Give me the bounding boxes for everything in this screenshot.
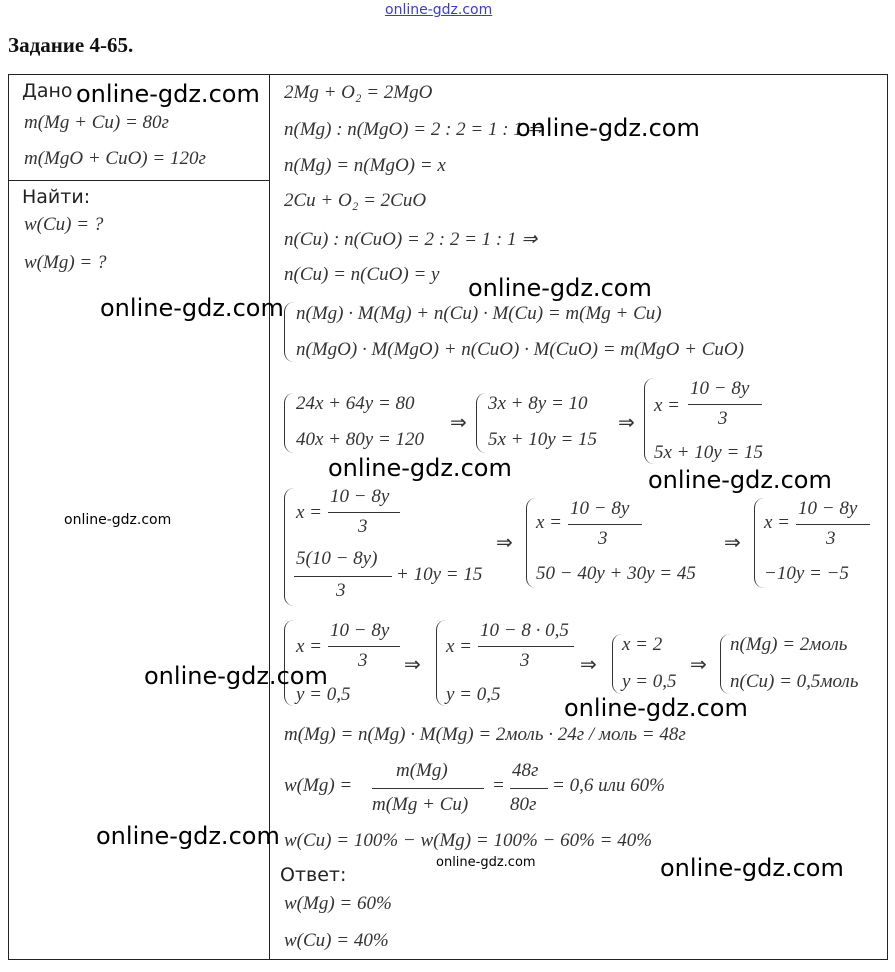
given-line-2: m(MgO + CuO) = 120г: [24, 148, 206, 169]
implies-arrow: ⇒: [580, 652, 597, 676]
system3a-denominator-2: 3: [336, 580, 346, 601]
answer-line-2: w(Cu) = 40%: [284, 930, 389, 951]
answer-line-1: w(Mg) = 60%: [284, 893, 392, 914]
system2c-x-eq: x =: [654, 395, 681, 416]
fraction-bar: [568, 524, 642, 525]
system2b-line-1: 3x + 8y = 10: [488, 393, 588, 414]
find-line-2: w(Mg) = ?: [24, 252, 107, 273]
n-mg-equals-x: n(Mg) = n(MgO) = x: [284, 155, 446, 176]
system3b-line-2: 50 − 40y + 30y = 45: [536, 563, 696, 584]
implies-arrow: ⇒: [404, 652, 421, 676]
system3c-line-2: −10y = −5: [764, 563, 849, 584]
system4d-line-2: n(Cu) = 0,5моль: [730, 671, 859, 692]
implies-arrow: ⇒: [450, 410, 467, 434]
equation-cu-oxidation: 2Cu + O₂ = 2CuO: [284, 190, 427, 211]
system3a-x-eq: x =: [296, 502, 323, 523]
system2a-line-2: 40x + 80y = 120: [296, 429, 425, 450]
system4c-line-2: y = 0,5: [622, 671, 677, 692]
watermark: online-gdz.com: [96, 822, 280, 850]
w-mg-result: = 0,6 или 60%: [552, 775, 665, 796]
system3b-x-eq: x =: [536, 512, 563, 533]
watermark: online-gdz.com: [564, 694, 748, 722]
system4b-denominator: 3: [520, 650, 530, 671]
system4b-numerator: 10 − 8 · 0,5: [480, 620, 569, 641]
system-brace: [284, 488, 295, 606]
system4d-line-1: n(Mg) = 2моль: [730, 634, 848, 655]
system1-line-2: n(MgO) · M(MgO) + n(CuO) · M(CuO) = m(MgO + CuO): [296, 339, 744, 360]
watermark: online-gdz.com: [468, 274, 652, 302]
watermark: online-gdz.com: [648, 466, 832, 494]
fraction-bar: [328, 512, 400, 513]
system4c-line-1: x = 2: [622, 634, 663, 655]
fraction-bar: [688, 404, 762, 405]
system2c-line-2: 5x + 10y = 15: [654, 442, 764, 463]
system4b-line-2: y = 0,5: [446, 684, 501, 705]
ratio-cu: n(Cu) : n(CuO) = 2 : 2 = 1 : 1 ⇒: [284, 229, 538, 250]
w-mg-denominator: m(Mg + Cu): [372, 794, 469, 815]
implies-arrow: ⇒: [618, 410, 635, 434]
system3a-numerator-2: 5(10 − 8y): [296, 548, 378, 569]
fraction-bar: [294, 576, 392, 577]
system3b-numerator: 10 − 8y: [570, 498, 630, 519]
fraction-bar: [328, 646, 400, 647]
find-label: Найти:: [22, 186, 91, 208]
mass-mg-calculation: m(Mg) = n(Mg) · M(Mg) = 2моль · 24г / моль = 48г: [284, 724, 686, 745]
w-mg-denominator-2: 80г: [510, 794, 537, 815]
site-watermark-link[interactable]: online-gdz.com: [385, 2, 493, 18]
implies-arrow: ⇒: [724, 530, 741, 554]
watermark: online-gdz.com: [516, 114, 700, 142]
task-title: Задание 4-65.: [8, 33, 134, 57]
system3c-denominator: 3: [826, 528, 836, 549]
system4b-x-eq: x =: [446, 636, 473, 657]
system-brace: [476, 393, 487, 453]
watermark: online-gdz.com: [660, 854, 844, 882]
equation-mg-oxidation: 2Mg + O₂ = 2MgO: [284, 82, 433, 103]
system4a-line-2: y = 0,5: [296, 684, 351, 705]
system4a-x-eq: x =: [296, 636, 323, 657]
w-mg-lhs: w(Mg) =: [284, 775, 353, 796]
system-brace: [284, 393, 295, 453]
w-mg-numerator: m(Mg): [396, 760, 448, 781]
find-line-1: w(Cu) = ?: [24, 214, 104, 235]
system2a-line-1: 24x + 64y = 80: [296, 393, 415, 414]
watermark: online-gdz.com: [144, 662, 328, 690]
system2b-line-2: 5x + 10y = 15: [488, 429, 598, 450]
system-brace: [284, 302, 295, 362]
fraction-bar: [510, 788, 548, 789]
w-cu-calculation: w(Cu) = 100% − w(Mg) = 100% − 60% = 40%: [284, 830, 653, 851]
ratio-mg: n(Mg) : n(MgO) = 2 : 2 = 1 : 1 ⇒: [284, 119, 544, 140]
system3a-denominator: 3: [358, 516, 368, 537]
w-mg-equals: =: [492, 775, 505, 796]
row-divider: [8, 180, 270, 181]
system2c-denominator: 3: [718, 408, 728, 429]
fraction-bar: [372, 788, 484, 789]
system3a-numerator: 10 − 8y: [330, 486, 390, 507]
system3c-x-eq: x =: [764, 512, 791, 533]
answer-label: Ответ:: [280, 864, 347, 886]
implies-arrow: ⇒: [496, 530, 513, 554]
watermark-small: online-gdz.com: [436, 855, 536, 870]
watermark: online-gdz.com: [328, 454, 512, 482]
given-label: Дано: [22, 80, 73, 102]
watermark-small: online-gdz.com: [64, 512, 172, 528]
system4a-numerator: 10 − 8y: [330, 620, 390, 641]
given-line-1: m(Mg + Cu) = 80г: [24, 112, 169, 133]
system3a-tail: + 10y = 15: [396, 564, 483, 585]
fraction-bar: [796, 524, 870, 525]
watermark: online-gdz.com: [76, 80, 260, 108]
n-cu-equals-y: n(Cu) = n(CuO) = y: [284, 264, 440, 285]
fraction-bar: [478, 646, 574, 647]
system3b-denominator: 3: [598, 528, 608, 549]
watermark: online-gdz.com: [100, 294, 284, 322]
w-mg-numerator-2: 48г: [512, 760, 539, 781]
system3c-numerator: 10 − 8y: [798, 498, 858, 519]
system1-line-1: n(Mg) · M(Mg) + n(Cu) · M(Cu) = m(Mg + Cu): [296, 303, 662, 324]
implies-arrow: ⇒: [690, 652, 707, 676]
system4a-denominator: 3: [358, 650, 368, 671]
system2c-numerator: 10 − 8y: [690, 378, 750, 399]
